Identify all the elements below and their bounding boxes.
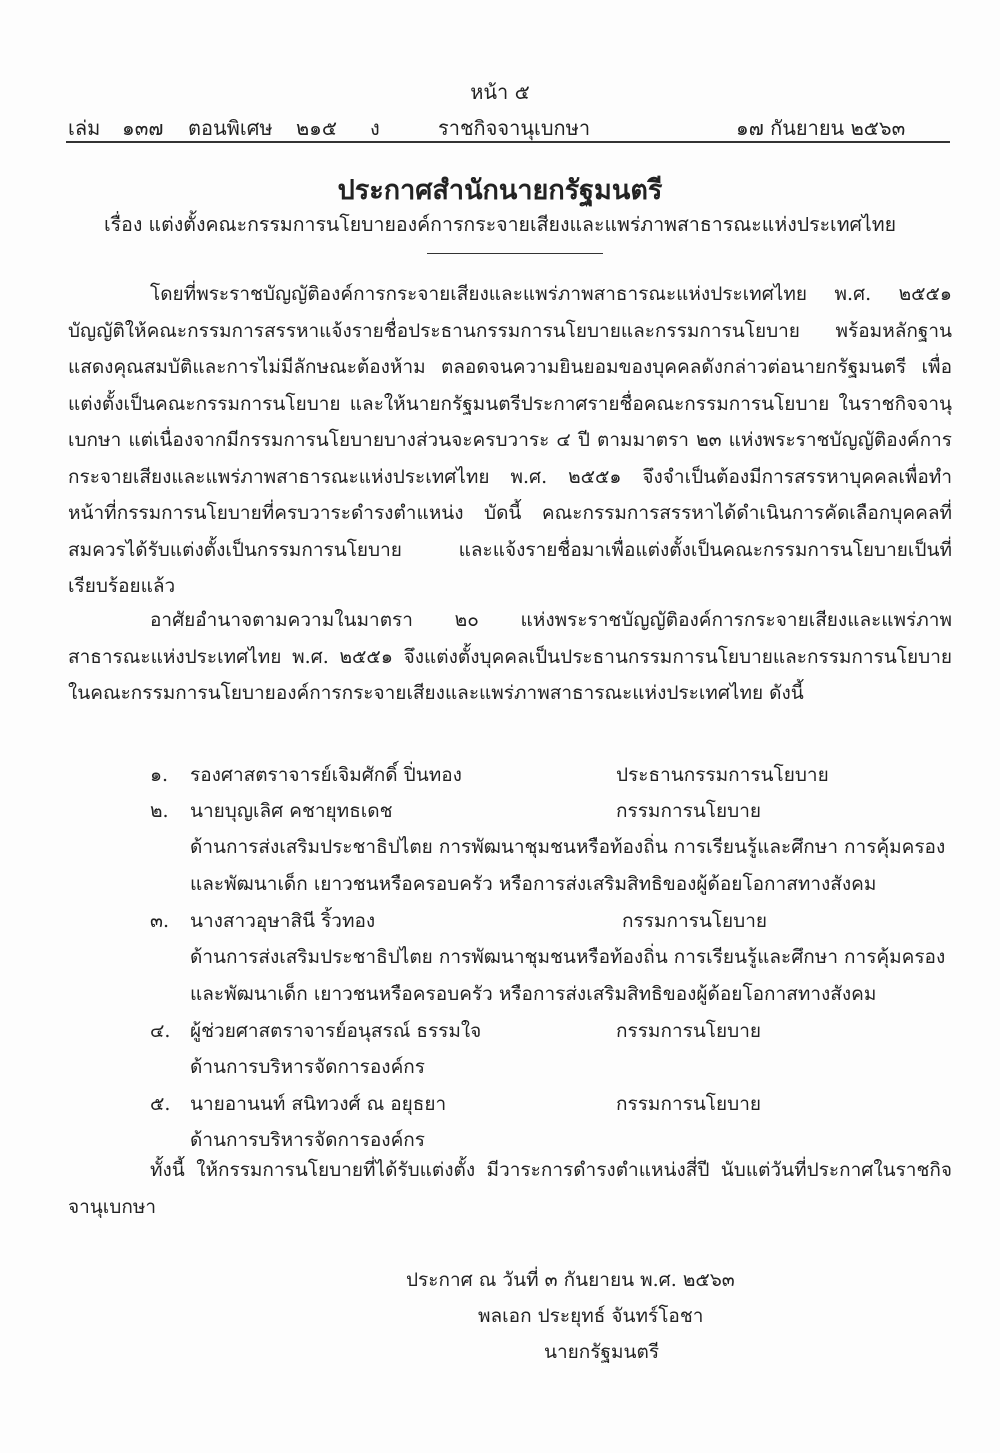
volume-number: ๑๓๗ [122, 116, 164, 140]
signer-name: พลเอก ประยุทธ์ จันทร์โอชา [478, 1305, 704, 1327]
appointee-detail: และพัฒนาเด็ก เยาวชนหรือครอบครัว หรือการส่งเสริมสิทธิของผู้ด้อยโอกาสทางสังคม [190, 873, 877, 895]
special-section-label: ตอนพิเศษ [188, 116, 273, 140]
gazette-name: ราชกิจจานุเบกษา [438, 116, 591, 140]
appointee-role: ประธานกรรมการนโยบาย [616, 764, 829, 786]
appointee-name: ผู้ช่วยศาสตราจารย์อนุสรณ์ ธรรมใจ [190, 1020, 482, 1042]
title-divider [427, 253, 603, 254]
preamble-paragraph: โดยที่พระราชบัญญัติองค์การกระจายเสียงและแพร่ภาพสาธารณะแห่งประเทศไทย พ.ศ. ๒๕๕๑ บัญญัติให้คณะกรรมการสรรหาแจ้งรายชื่อประธานกรรมการนโยบายและกรรมการนโยบาย พร้อมหลักฐานแสดงคุณสมบัติและการไม่มีลักษณะต้องห้าม ตลอดจนความยินยอมของบุคคลดังกล่าวต่อนายกรัฐมนตรี เพื่อแต่งตั้งเป็นคณะกรรมการนโยบาย และให้นายกรัฐมนตรีประกาศรายชื่อคณะกรรมการนโยบาย ในราชกิจจานุเบกษา แต่เนื่องจากมีกรรมการนโยบายบางส่วนจะครบวาระ ๔ ปี ตามมาตรา ๒๓ แห่งพระราชบัญญัติองค์การกระจายเสียงและแพร่ภาพสาธารณะแห่งประเทศไทย พ.ศ. ๒๕๕๑ จึงจำเป็นต้องมีการสรรหาบุคคลเพื่อทำหน้าที่กรรมการนโยบายที่ครบวาระดำรงตำแหน่ง บัดนี้ คณะกรรมการสรรหาได้ดำเนินการคัดเลือกบุคคลที่สมควรได้รับแต่งตั้งเป็นกรรมการนโยบาย และแจ้งรายชื่อมาเพื่อแต่งตั้งเป็นคณะกรรมการนโยบายเป็นที่เรียบร้อยแล้ว [68, 283, 952, 597]
appointee-role: กรรมการนโยบาย [616, 1093, 762, 1115]
appointee-role: กรรมการนโยบาย [616, 800, 762, 822]
appointee-number: ๕. [150, 1093, 171, 1115]
header-date: ๑๗ กันยายน ๒๕๖๓ [736, 116, 906, 140]
volume-label: เล่ม [68, 116, 101, 140]
section-letter: ง [370, 116, 380, 140]
appointee-role: กรรมการนโยบาย [622, 910, 768, 932]
appointee-detail: ด้านการบริหารจัดการองค์กร [190, 1129, 425, 1151]
appointee-name: นายบุญเลิศ คชายุทธเดช [190, 800, 393, 822]
appointee-number: ๔. [150, 1020, 171, 1042]
appointee-detail: ด้านการส่งเสริมประชาธิปไตย การพัฒนาชุมชนหรือท้องถิ่น การเรียนรู้และศึกษา การคุ้มครอง [190, 946, 946, 968]
announcement-date: ประกาศ ณ วันที่ ๓ กันยายน พ.ศ. ๒๕๖๓ [406, 1269, 735, 1291]
appointee-number: ๑. [150, 764, 169, 786]
appointee-number: ๓. [150, 910, 170, 932]
announcement-title: ประกาศสำนักนายกรัฐมนตรี [337, 175, 663, 206]
appointee-name: รองศาสตราจารย์เจิมศักดิ์ ปิ่นทอง [190, 764, 462, 786]
appointee-number: ๒. [150, 800, 169, 822]
page-number: หน้า ๕ [470, 80, 530, 104]
appointee-role: กรรมการนโยบาย [616, 1020, 762, 1042]
term-paragraph: ทั้งนี้ ให้กรรมการนโยบายที่ได้รับแต่งตั้ง มีวาระการดำรงตำแหน่งสี่ปี นับแต่วันที่ประกาศในราชกิจจานุเบกษา [68, 1159, 952, 1218]
authority-paragraph: อาศัยอำนาจตามความในมาตรา ๒๐ แห่งพระราชบัญญัติองค์การกระจายเสียงและแพร่ภาพสาธารณะแห่งประเทศไทย พ.ศ. ๒๕๕๑ จึงแต่งตั้งบุคคลเป็นประธานกรรมการนโยบายและกรรมการนโยบายในคณะกรรมการนโยบายองค์การกระจายเสียงและแพร่ภาพสาธารณะแห่งประเทศไทย ดังนี้ [68, 609, 952, 704]
appointee-detail: ด้านการบริหารจัดการองค์กร [190, 1056, 425, 1078]
appointee-name: นางสาวอุษาสินี ริ้วทอง [190, 910, 376, 932]
section-number: ๒๑๕ [296, 116, 338, 140]
header-divider [66, 141, 950, 143]
signer-position: นายกรัฐมนตรี [544, 1341, 660, 1363]
appointee-detail: ด้านการส่งเสริมประชาธิปไตย การพัฒนาชุมชนหรือท้องถิ่น การเรียนรู้และศึกษา การคุ้มครอง [190, 836, 946, 858]
announcement-subject: เรื่อง แต่งตั้งคณะกรรมการนโยบายองค์การกระจายเสียงและแพร่ภาพสาธารณะแห่งประเทศไทย [103, 213, 897, 236]
appointee-name: นายอานนท์ สนิทวงศ์ ณ อยุธยา [190, 1093, 447, 1115]
appointee-detail: และพัฒนาเด็ก เยาวชนหรือครอบครัว หรือการส่งเสริมสิทธิของผู้ด้อยโอกาสทางสังคม [190, 983, 877, 1005]
